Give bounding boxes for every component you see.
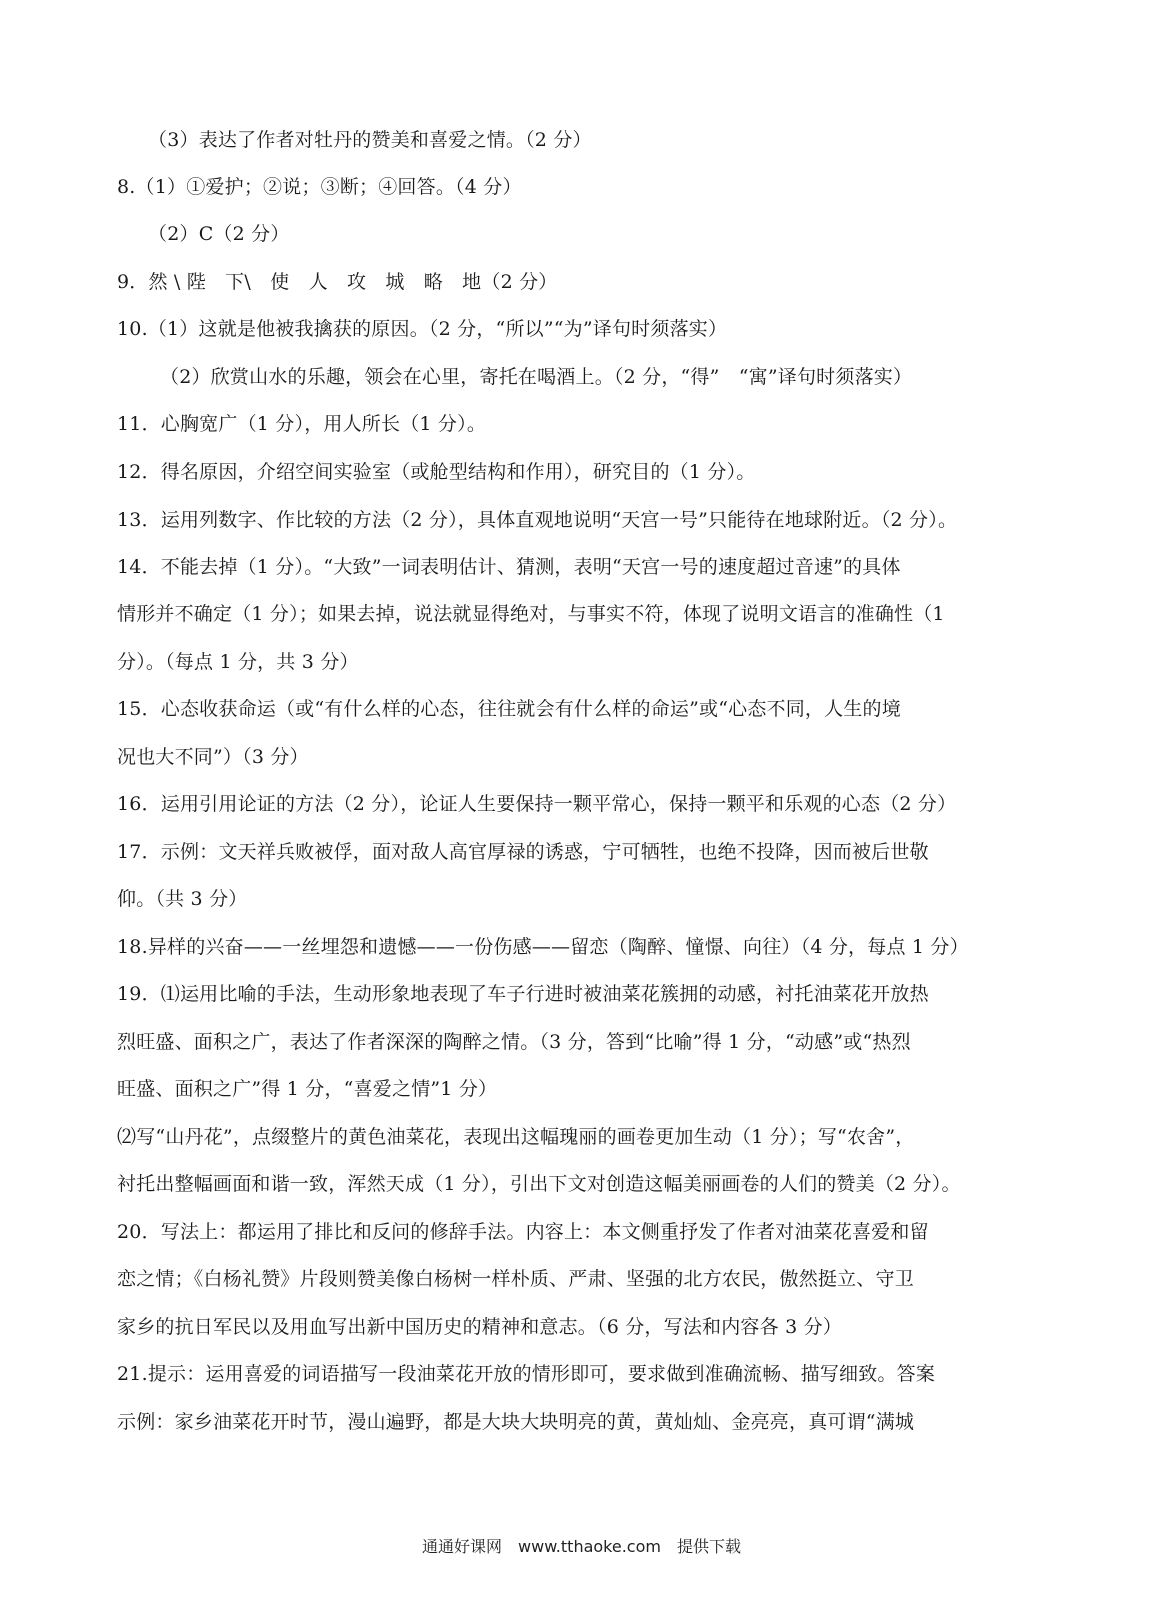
answer-14-line-1: 14．不能去掉（1 分）。“大致”一词表明估计、猜测，表明“天宫一号的速度超过音速”的具体 [117,556,901,578]
answer-18: 18.异样的兴奋——一丝埋怨和遗憾——一份伤感——留恋（陶醉、憧憬、向往）（4 分，每点 1 分） [117,936,969,958]
answer-19-1-line-3: 旺盛、面积之广”得 1 分，“喜爱之情”1 分） [117,1078,498,1100]
answer-10-1: 10.（1）这就是他被我擒获的原因。（2 分，“所以”“为”译句时须落实） [117,318,728,340]
answer-19-2-line-2: 衬托出整幅画面和谐一致，浑然天成（1 分），引出下文对创造这幅美丽画卷的人们的赞美（2 分）。 [117,1173,961,1195]
answer-20-line-2: 恋之情；《白杨礼赞》片段则赞美像白杨树一样朴质、严肃、坚强的北方农民，傲然挺立、守卫 [117,1268,914,1290]
answer-16: 16．运用引用论证的方法（2 分），论证人生要保持一颗平常心，保持一颗平和乐观的心态（2 分） [117,793,957,815]
answer-7-3: （3）表达了作者对牡丹的赞美和喜爱之情。（2 分） [148,129,592,151]
answer-19-1-line-1: 19．⑴运用比喻的手法，生动形象地表现了车子行进时被油菜花簇拥的动感，衬托油菜花开放热 [117,983,929,1005]
answer-20-line-3: 家乡的抗日军民以及用血写出新中国历史的精神和意志。（6 分，写法和内容各 3 分） [117,1316,842,1338]
answer-19-2-line-1: ⑵写“山丹花”，点缀整片的黄色油菜花，表现出这幅瑰丽的画卷更加生动（1 分）；写“农舍”， [117,1126,915,1148]
answer-11: 11．心胸宽广（1 分），用人所长（1 分）。 [117,413,487,435]
answer-9: 9．然 \ 陛 下\ 使 人 攻 城 略 地（2 分） [117,271,558,293]
page-footer: 通通好课网 www.tthaoke.com 提供下载 [422,1537,741,1556]
answer-13: 13．运用列数字、作比较的方法（2 分），具体直观地说明“天宫一号”只能待在地球附近。（2 分）。 [117,509,958,531]
answer-10-2: （2）欣赏山水的乐趣，领会在心里，寄托在喝酒上。（2 分，“得” “寓”译句时须落实） [160,366,913,388]
answer-17-line-2: 仰。（共 3 分） [117,888,248,910]
answer-21-line-2: 示例：家乡油菜花开时节，漫山遍野，都是大块大块明亮的黄，黄灿灿、金亮亮，真可谓“满城 [117,1411,915,1433]
answer-14-line-2: 情形并不确定（1 分）；如果去掉，说法就显得绝对，与事实不符，体现了说明文语言的准确性（1 [117,603,945,625]
answer-19-1-line-2: 烈旺盛、面积之广，表达了作者深深的陶醉之情。（3 分，答到“比喻”得 1 分，“动感”或“热烈 [117,1031,911,1053]
answer-15-line-1: 15．心态收获命运（或“有什么样的心态，往往就会有什么样的命运”或“心态不同，人生的境 [117,698,901,720]
answer-8-2: （2）C（2 分） [148,223,290,245]
answer-17-line-1: 17．示例：文天祥兵败被俘，面对敌人高官厚禄的诱惑，宁可牺牲，也绝不投降，因而被后世敬 [117,841,929,863]
answer-20-line-1: 20．写法上：都运用了排比和反问的修辞手法。内容上：本文侧重抒发了作者对油菜花喜爱和留 [117,1221,929,1243]
answer-8-1: 8.（1）①爱护；②说；③断；④回答。（4 分） [117,176,522,198]
answer-21-line-1: 21.提示：运用喜爱的词语描写一段油菜花开放的情形即可，要求做到准确流畅、描写细致。答案 [117,1363,936,1385]
answer-12: 12．得名原因，介绍空间实验室（或舱型结构和作用），研究目的（1 分）。 [117,461,756,483]
answer-14-line-3: 分）。（每点 1 分，共 3 分） [117,651,359,673]
answer-15-line-2: 况也大不同”）（3 分） [117,746,309,768]
